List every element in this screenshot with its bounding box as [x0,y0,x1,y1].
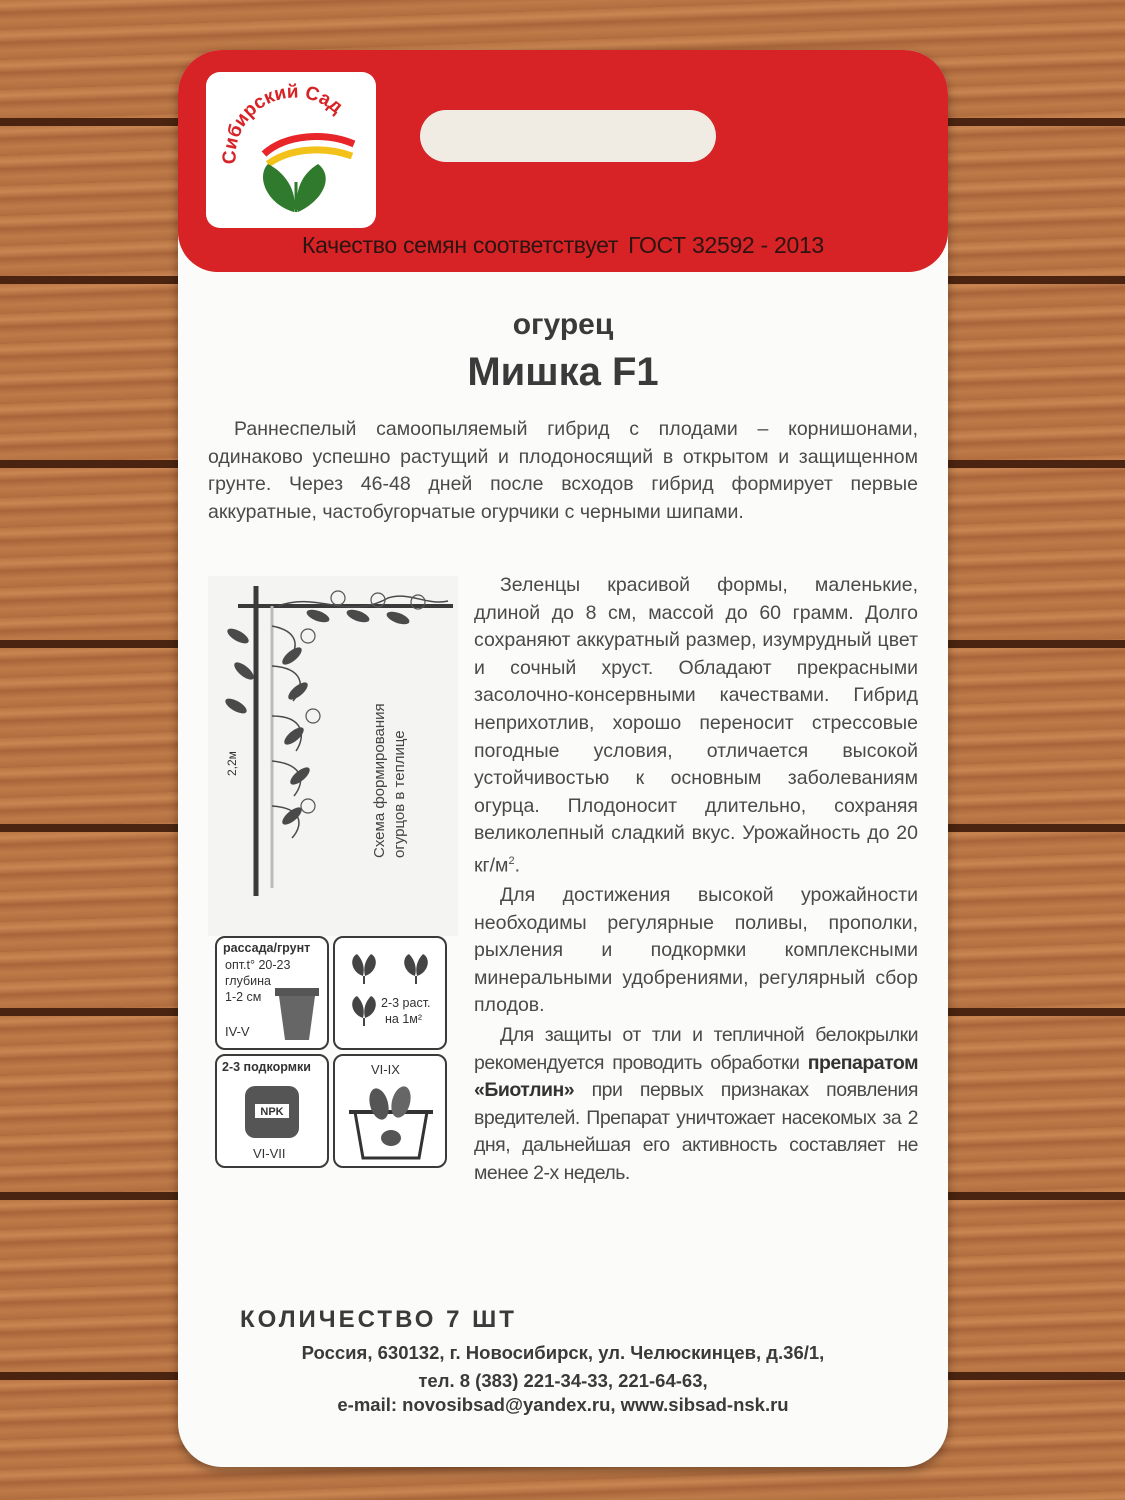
sowing-icon-box [215,936,329,1050]
sowing-title: рассада/грунт [223,941,311,955]
hang-slot [420,110,716,162]
gost-number: ГОСТ 32592 - 2013 [628,232,824,258]
brand-name: Сибирский Сад [219,81,347,165]
harvest-icon-box [333,1054,447,1168]
contacts-line: e-mail: novosibsad@yandex.ru, www.sibsad-nsk.ru [337,1394,789,1415]
density-line-1: 2-3 раст. [381,996,431,1010]
biotlin-product: препаратом «Биотлин» [474,1051,918,1102]
sowing-months: IV-V [225,1024,250,1039]
sowing-depth-1: глубина [225,974,271,988]
fertilizer-bag-icon [241,1082,303,1142]
density-icon-box [333,936,447,1050]
protection-text-a: Для защиты от тли и тепличной белокрылки рекомендуется проводить обработки [474,1024,918,1074]
density-line-2: на 1м² [385,1012,423,1026]
gost-line [178,232,948,259]
yield-unit-sup: 2 [508,854,515,867]
seed-packet [178,50,948,1467]
header-band [178,50,948,272]
gost-text: Качество семян соответствует [302,232,619,258]
fruit-end: . [514,854,521,877]
fruit-paragraph [474,572,918,880]
address-line: Россия, 630132, г. Новосибирск, ул. Челюскинцев, д.36/1, [301,1342,825,1363]
brand-logo [206,72,376,228]
right-column [474,572,918,1188]
height-label: 2,2м [225,751,239,776]
basket-icon [345,1082,437,1162]
quantity-label: КОЛИЧЕСТВО 7 ШТ [240,1306,517,1333]
sowing-depth-2: 1-2 см [225,990,262,1004]
harvest-months: VI-IX [371,1062,400,1077]
care-paragraph: Для достижения высокой урожайности необходимы регулярные поливы, прополки, рыхления и подкормки комплексными минеральными удобрениями, регулярный сбор плодов. [474,884,918,1017]
diagram-caption-2: огурцов в теплице [391,730,408,858]
flower-pot-icon [273,986,323,1044]
protection-paragraph [474,1022,918,1188]
protection-text-c: при первых признаках появления вредителей. Препарат уничтожает насекомых за 2 дня, дальнейшая его активность составляет не менее 2-х недель. [474,1079,918,1184]
trellis-diagram [208,576,458,936]
product-type: огурец [512,308,614,341]
product-name: Мишка F1 [467,350,659,394]
feeding-icon-box [215,1054,329,1168]
diagram-caption-1: Схема формирования [371,703,388,858]
sowing-temp: опт.t° 20-23 [225,958,291,972]
phone-line: тел. 8 (383) 221-34-33, 221-64-63, [418,1370,708,1391]
intro-paragraph: Раннеспелый самоопыляемый гибрид с плодами – корнишонами, одинаково успешно растущий и плодоносящий в открытом и защищенном грунте. Через 46-48 дней после всходов гибрид формирует первые аккуратные, частобугорчатые огурчики с черными шипами. [208,418,918,523]
fruit-text: Зеленцы красивой формы, маленькие, длиной до 8 см, массой до 60 грамм. Долго сохраняют аккуратный размер, изумрудный цвет и сочный хруст. Обладают прекрасными засолочно-консервными качествами. Гибрид неприхотлив, хорошо переносит стрессовые погодные условия, отличается высокой устойчивостью к основным заболеваниям огурца. Плодоносит длительно, сохраняя великолепный сладкий вкус. Урожайность до 20 кг/м [474,574,918,877]
npk-label: NPK [260,1106,284,1118]
feeding-title: 2-3 подкормки [222,1060,311,1074]
feeding-months: VI-VII [253,1146,286,1161]
